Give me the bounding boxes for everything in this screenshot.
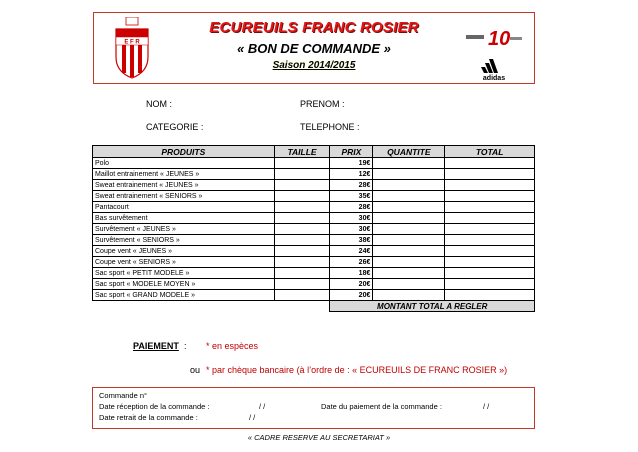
product-name: Sweat entrainement « SENIORS »	[93, 191, 275, 202]
quantity-cell[interactable]	[373, 224, 445, 235]
quantity-cell[interactable]	[373, 180, 445, 191]
total-cell[interactable]	[445, 224, 535, 235]
product-name: Pantacourt	[93, 202, 275, 213]
table-row	[93, 213, 535, 224]
products-table	[92, 145, 535, 312]
size-cell[interactable]	[274, 202, 330, 213]
total-cell[interactable]	[445, 180, 535, 191]
col-produits: PRODUITS	[93, 146, 275, 158]
product-name: Sac sport « GRAND MODELE »	[93, 290, 275, 301]
quantity-cell[interactable]	[373, 202, 445, 213]
nom-label: NOM :	[146, 99, 172, 109]
page-title: ECUREUILS FRANC ROSIER	[209, 19, 419, 36]
pickup-label: Date retrait de la commande :	[99, 413, 198, 422]
order-number-row	[99, 390, 528, 401]
reception-label: Date réception de la commande :	[99, 402, 210, 411]
table-header-row	[93, 146, 535, 158]
total-cell[interactable]	[445, 246, 535, 257]
quantity-cell[interactable]	[373, 169, 445, 180]
pickup-date: / /	[249, 413, 256, 422]
total-cell[interactable]	[445, 158, 535, 169]
adidas-logo	[474, 57, 514, 81]
admin-box	[92, 387, 535, 429]
price-cell: 24€	[330, 246, 373, 257]
size-cell[interactable]	[274, 257, 330, 268]
total-cell[interactable]	[445, 257, 535, 268]
total-cell[interactable]	[445, 235, 535, 246]
total-cell[interactable]	[445, 169, 535, 180]
sponsor-logo	[466, 23, 524, 51]
size-cell[interactable]	[274, 169, 330, 180]
reception-row	[99, 401, 528, 412]
table-row	[93, 202, 535, 213]
size-cell[interactable]	[274, 191, 330, 202]
svg-text:E F R: E F R	[124, 39, 140, 46]
quantity-cell[interactable]	[373, 268, 445, 279]
product-name: Coupe vent « SENIORS »	[93, 257, 275, 268]
col-taille: TAILLE	[274, 146, 330, 158]
price-cell: 19€	[330, 158, 373, 169]
price-cell: 30€	[330, 224, 373, 235]
product-name: Sweat entrainement « JEUNES »	[93, 180, 275, 191]
table-row	[93, 268, 535, 279]
col-total: TOTAL	[445, 146, 535, 158]
total-label: MONTANT TOTAL A REGLER	[330, 301, 535, 312]
size-cell[interactable]	[274, 290, 330, 301]
total-cell[interactable]	[445, 213, 535, 224]
size-cell[interactable]	[274, 279, 330, 290]
payment-date-label: Date du paiement de la commande :	[321, 402, 442, 411]
table-row	[93, 169, 535, 180]
total-cell[interactable]	[445, 279, 535, 290]
payment-colon: :	[184, 341, 187, 351]
price-cell: 30€	[330, 213, 373, 224]
product-name: Sac sport « MODELE MOYEN »	[93, 279, 275, 290]
product-name: Bas survêtement	[93, 213, 275, 224]
table-row	[93, 224, 535, 235]
reserve-note: « CADRE RESERVE AU SECRETARIAT »	[247, 433, 391, 442]
categorie-label: CATEGORIE :	[146, 122, 204, 132]
table-row	[93, 158, 535, 169]
size-cell[interactable]	[274, 268, 330, 279]
quantity-cell[interactable]	[373, 246, 445, 257]
total-cell[interactable]	[445, 191, 535, 202]
col-prix: PRIX	[330, 146, 373, 158]
pickup-row	[99, 412, 528, 423]
price-cell: 12€	[330, 169, 373, 180]
total-cell[interactable]	[445, 202, 535, 213]
table-row	[93, 290, 535, 301]
quantity-cell[interactable]	[373, 213, 445, 224]
size-cell[interactable]	[274, 213, 330, 224]
svg-text:adidas: adidas	[482, 75, 506, 81]
size-cell[interactable]	[274, 224, 330, 235]
table-row	[93, 180, 535, 191]
quantity-cell[interactable]	[373, 279, 445, 290]
price-cell: 28€	[330, 202, 373, 213]
product-name: Survêtement « SENIORS »	[93, 235, 275, 246]
payment-label: PAIEMENT	[133, 341, 179, 351]
size-cell[interactable]	[274, 246, 330, 257]
price-cell: 20€	[330, 290, 373, 301]
quantity-cell[interactable]	[373, 235, 445, 246]
quantity-cell[interactable]	[373, 191, 445, 202]
price-cell: 38€	[330, 235, 373, 246]
payment-option-cheque: * par chèque bancaire (à l’ordre de : « ECUREUILS DE FRANC ROSIER »)	[206, 365, 508, 375]
reception-date: / /	[259, 402, 266, 411]
header-box	[93, 12, 535, 84]
payment-option-cash: * en espèces	[206, 341, 259, 351]
product-name: Survêtement « JEUNES »	[93, 224, 275, 235]
table-row	[93, 279, 535, 290]
product-name: Polo	[93, 158, 275, 169]
size-cell[interactable]	[274, 180, 330, 191]
season-label: Saison 2014/2015	[272, 60, 356, 71]
product-name: Coupe vent « JEUNES »	[93, 246, 275, 257]
quantity-cell[interactable]	[373, 158, 445, 169]
total-row	[93, 301, 535, 312]
product-name: Maillot entrainement « JEUNES »	[93, 169, 275, 180]
quantity-cell[interactable]	[373, 257, 445, 268]
prenom-label: PRENOM :	[300, 99, 345, 109]
total-cell[interactable]	[445, 268, 535, 279]
size-cell[interactable]	[274, 235, 330, 246]
telephone-label: TELEPHONE :	[300, 122, 360, 132]
size-cell[interactable]	[274, 158, 330, 169]
price-cell: 18€	[330, 268, 373, 279]
product-name: Sac sport « PETIT MODELE »	[93, 268, 275, 279]
col-quantite: QUANTITE	[373, 146, 445, 158]
price-cell: 28€	[330, 180, 373, 191]
price-cell: 20€	[330, 279, 373, 290]
table-row	[93, 235, 535, 246]
table-row	[93, 191, 535, 202]
quantity-cell[interactable]	[373, 290, 445, 301]
price-cell: 35€	[330, 191, 373, 202]
price-cell: 26€	[330, 257, 373, 268]
total-cell[interactable]	[445, 290, 535, 301]
page-subtitle: « BON DE COMMANDE »	[237, 41, 391, 56]
table-row	[93, 257, 535, 268]
table-row	[93, 246, 535, 257]
svg-text:10: 10	[488, 28, 511, 50]
payment-date: / /	[483, 402, 490, 411]
order-number-label: Commande n°	[99, 391, 148, 400]
payment-or: ou	[190, 365, 201, 375]
